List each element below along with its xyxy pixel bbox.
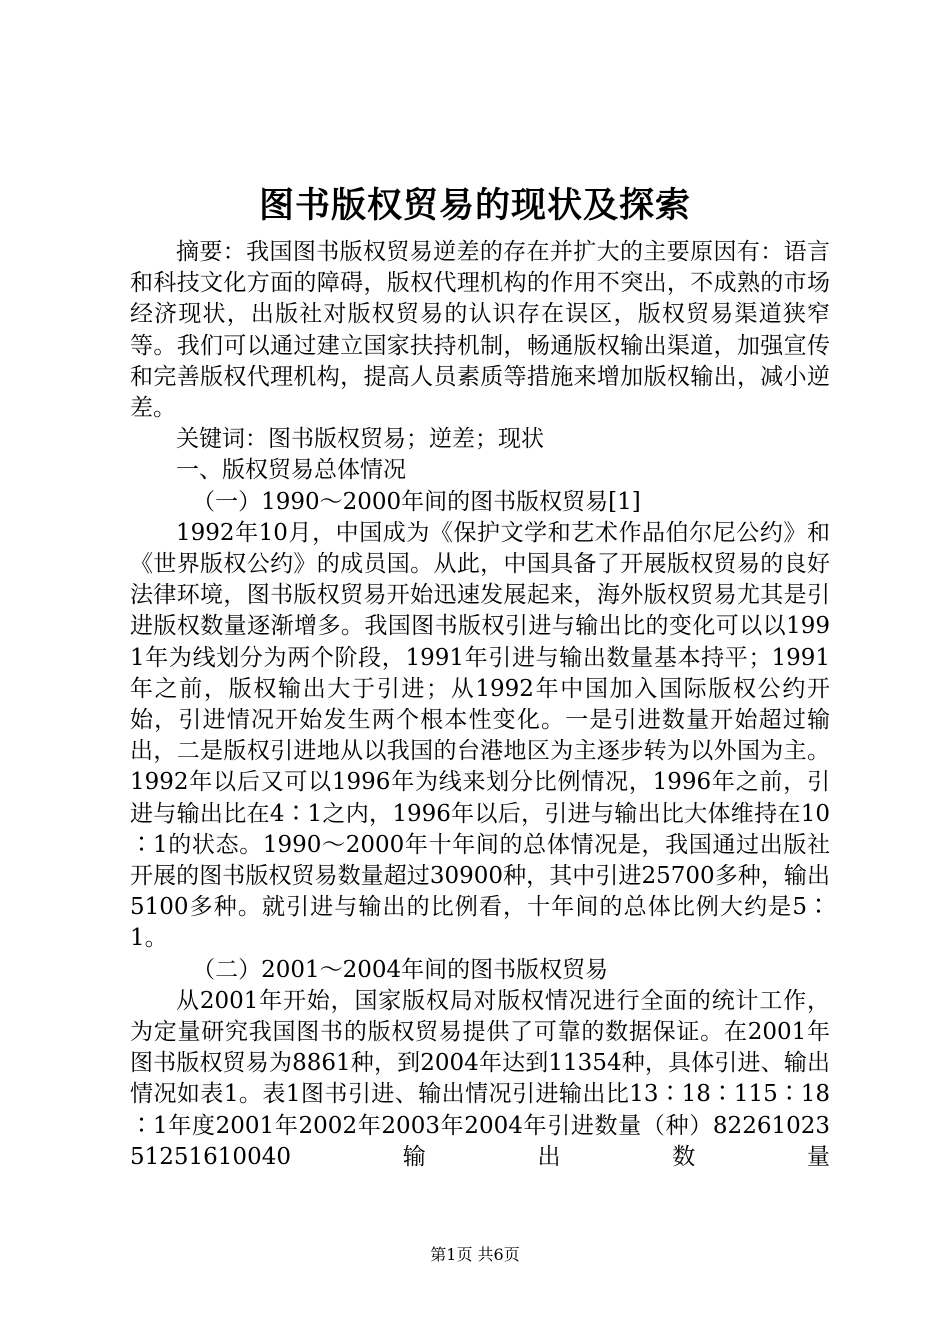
subsection-heading-1990-2000: （一）1990～2000年间的图书版权贸易[1]	[192, 488, 641, 515]
body-paragraph-1990-2000: 1992年10月，中国成为《保护文学和艺术作品伯尔尼公约》和《世界版权公约》的成员国。从此，中国具备了开展版权贸易的良好法律环境，图书版权贸易开始迅速发展起来，海外版权贸易尤其是引进版权数量逐渐增多。我国图书版权引进与输出比的变化可以以1991年为线划分为两个阶段，1991年引进与输出数量基本持平；1991年之前，版权输出大于引进；从1992年中国加入国际版权公约开始，引进情况开始发生两个根本性变化。一是引进数量开始超过输出，二是版权引进地从以我国的台港地区为主逐步转为以外国为主。1992年以后又可以1996年为线来划分比例情况，1996年之前，引进与输出比在4∶1之内，1996年以后，引进与输出比大体维持在10∶1的状态。1990～2000年十年间的总体情况是，我国通过出版社开展的图书版权贸易数量超过30900种，其中引进25700多种，输出5100多种。就引进与输出的比例看，十年间的总体比例大约是5∶1。	[130, 519, 830, 952]
document-title: 图书版权贸易的现状及探索	[258, 185, 691, 226]
subsection-heading-2001-2004: （二）2001～2004年间的图书版权贸易	[192, 956, 609, 983]
document-body	[130, 237, 830, 1173]
keywords-paragraph: 关键词：图书版权贸易；逆差；现状	[176, 426, 544, 453]
section-heading: 一、版权贸易总体情况	[176, 457, 406, 484]
body-paragraph-2001-2004: 从2001年开始，国家版权局对版权情况进行全面的统计工作，为定量研究我国图书的版权贸易提供了可靠的数据保证。在2001年图书版权贸易为8861种，到2004年达到11354种，具体引进、输出情况如表1。表1图书引进、输出情况引进输出比13∶18∶115∶18∶1年度2001年2002年2003年2004年引进数量（种）8226102351251610040输出数量	[130, 987, 830, 1170]
abstract-paragraph: 摘要：我国图书版权贸易逆差的存在并扩大的主要原因有：语言和科技文化方面的障碍，版权代理机构的作用不突出，不成熟的市场经济现状，出版社对版权贸易的认识存在误区，版权贸易渠道狭窄等。我们可以通过建立国家扶持机制，畅通版权输出渠道，加强宣传和完善版权代理机构，提高人员素质等措施来增加版权输出，减小逆差。	[130, 239, 830, 422]
page-footer: 第1页 共6页	[430, 1245, 520, 1264]
